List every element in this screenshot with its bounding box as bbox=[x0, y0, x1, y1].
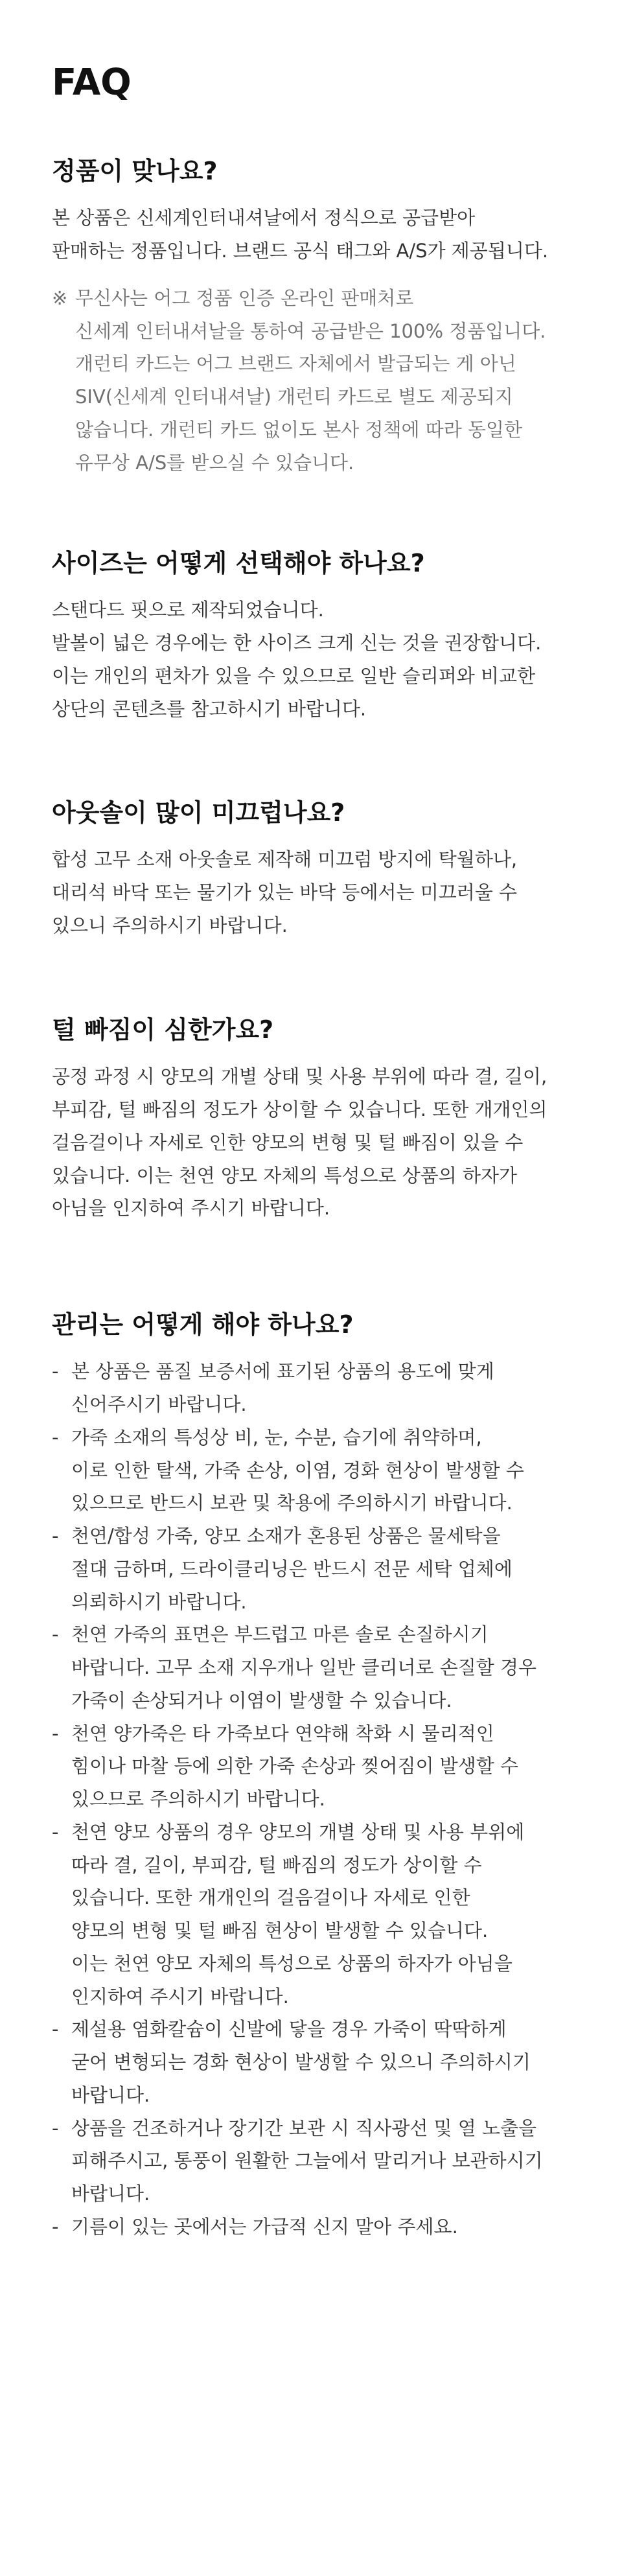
list-item bbox=[52, 1717, 583, 1816]
list-item-text: 천연/합성 가죽, 양모 소재가 혼용된 상품은 물세탁을 절대 금하며, 드라이클리닝은 반드시 전문 세탁 업체에 의뢰하시기 바랍니다. bbox=[71, 1525, 513, 1613]
faq-question: 사이즈는 어떻게 선택해야 하나요? bbox=[52, 549, 425, 577]
list-item bbox=[52, 2112, 583, 2210]
faq-outsole bbox=[52, 797, 583, 942]
faq-shedding bbox=[52, 1014, 583, 1225]
faq-answer: 합성 고무 소재 아웃솔로 제작해 미끄럼 방지에 탁월하나, 대리석 바닥 또는 물기가 있는 바닥 등에서는 미끄러울 수 있으니 주의하시기 바랍니다. bbox=[52, 848, 518, 936]
dash-icon: - bbox=[52, 2117, 59, 2139]
dash-icon: - bbox=[52, 2215, 59, 2238]
dash-icon: - bbox=[52, 1722, 59, 1745]
dash-icon: - bbox=[52, 2018, 59, 2041]
list-item bbox=[52, 2210, 583, 2244]
faq-authenticity bbox=[52, 156, 583, 479]
faq-question: 정품이 맞나요? bbox=[52, 157, 218, 185]
faq-question: 털 빠짐이 심한가요? bbox=[52, 1015, 274, 1044]
faq-note bbox=[52, 282, 583, 480]
list-item bbox=[52, 1355, 583, 1421]
faq-answer: 본 상품은 신세계인터내셔날에서 정식으로 공급받아 판매하는 정품입니다. 브랜드 공식 태그와 A/S가 제공됩니다. bbox=[52, 207, 549, 262]
list-item bbox=[52, 1816, 583, 2013]
faq-question: 관리는 어떻게 해야 하나요? bbox=[52, 1310, 354, 1339]
faq-question: 아웃솔이 많이 미끄럽나요? bbox=[52, 798, 345, 827]
dash-icon: - bbox=[52, 1525, 59, 1548]
list-item-text: 천연 양가죽은 타 가죽보다 연약해 착화 시 물리적인 힘이나 마찰 등에 의한 가죽 손상과 찢어짐이 발생할 수 있으므로 주의하시기 바랍니다. bbox=[71, 1722, 519, 1811]
faq-answer: 공정 과정 시 양모의 개별 상태 및 사용 부위에 따라 결, 길이, 부피감, 털 빠짐의 정도가 상이할 수 있습니다. 또한 개개인의 걸음걸이나 자세로 인한 양모의 변형 및 털 빠짐이 있을 수 있습니다. 이는 천연 양모 자체의 특성으로 상품의 하자가 아님을 인지하여 주시기 바랍니다. bbox=[52, 1065, 547, 1220]
faq-note-text: 무신사는 어그 정품 인증 온라인 판매처로 신세계 인터내셔날을 통하여 공급받은 100% 정품입니다. 개런티 카드는 어그 브랜드 자체에서 발급되는 게 아닌 SIV(신세계 인터내셔날) 개런티 카드로 별도 제공되지 않습니다. 개런티 카드 없이도 본사 정책에 따라 동일한 유무상 A/S를 받으실 수 있습니다. bbox=[75, 286, 546, 474]
list-item bbox=[52, 1421, 583, 1520]
list-item bbox=[52, 1618, 583, 1717]
list-item-text: 상품을 건조하거나 장기간 보관 시 직사광선 및 열 노출을 피해주시고, 통풍이 원활한 그늘에서 말리거나 보관하시기 바랍니다. bbox=[71, 2117, 543, 2205]
list-item-text: 가죽 소재의 특성상 비, 눈, 수분, 습기에 취약하며, 이로 인한 탈색, 가죽 손상, 이염, 경화 현상이 발생할 수 있으므로 반드시 보관 및 착용에 주의하시기 바랍니다. bbox=[71, 1426, 524, 1514]
list-item-text: 천연 가죽의 표면은 부드럽고 마른 솔로 손질하시기 바랍니다. 고무 소재 지우개나 일반 클리너로 손질할 경우 가죽이 손상되거나 이염이 발생할 수 있습니다. bbox=[71, 1623, 537, 1712]
faq-care bbox=[52, 1309, 583, 2244]
list-item bbox=[52, 1520, 583, 1618]
dash-icon: - bbox=[52, 1623, 59, 1646]
list-item bbox=[52, 2013, 583, 2111]
note-mark-icon: ※ bbox=[52, 286, 68, 309]
faq-size bbox=[52, 548, 583, 725]
dash-icon: - bbox=[52, 1820, 59, 1843]
list-item-text: 제설용 염화칼슘이 신발에 닿을 경우 가죽이 딱딱하게 굳어 변형되는 경화 현상이 발생할 수 있으니 주의하시기 바랍니다. bbox=[71, 2018, 531, 2106]
list-item-text: 천연 양모 상품의 경우 양모의 개별 상태 및 사용 부위에 따라 결, 길이, 부피감, 털 빠짐의 정도가 상이할 수 있습니다. 또한 개개인의 걸음걸이나 자세로 인한 양모의 변형 및 털 빠짐 현상이 발생할 수 있습니다. 이는 천연 양모 자체의 특성으로 상품의 하자가 아님을 인지하여 주시기 바랍니다. bbox=[71, 1820, 525, 2008]
dash-icon: - bbox=[52, 1360, 59, 1383]
dash-icon: - bbox=[52, 1426, 59, 1448]
faq-answer: 스탠다드 핏으로 제작되었습니다. 발볼이 넓은 경우에는 한 사이즈 크게 신는 것을 권장합니다. 이는 개인의 편차가 있을 수 있으므로 일반 슬리퍼와 비교한 상단의 콘텐츠를 참고하시기 바랍니다. bbox=[52, 599, 542, 720]
care-list bbox=[52, 1355, 583, 2243]
page-title: FAQ bbox=[52, 62, 132, 104]
list-item-text: 기름이 있는 곳에서는 가급적 신지 말아 주세요. bbox=[71, 2215, 458, 2238]
list-item-text: 본 상품은 품질 보증서에 표기된 상품의 용도에 맞게 신어주시기 바랍니다. bbox=[71, 1360, 494, 1416]
